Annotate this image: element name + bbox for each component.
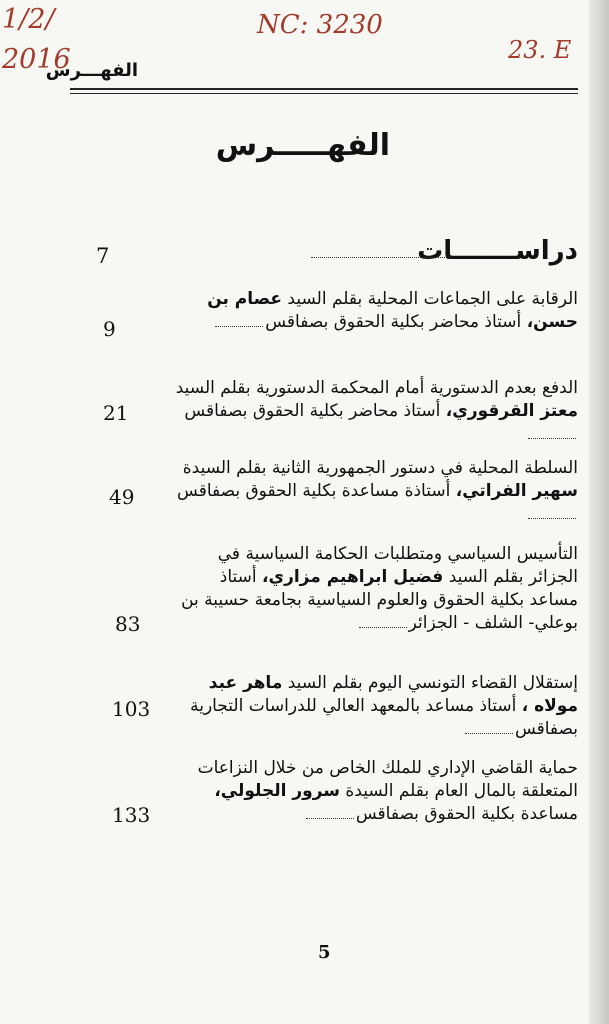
section-title: دراســـــــات	[417, 236, 578, 266]
handwritten-date-line2: 2016	[2, 44, 71, 75]
entry-affiliation: مساعدة بكلية الحقوق بصفاقس	[355, 804, 578, 824]
entry-affiliation: أستاذ محاضر بكلية الحقوق بصفاقس	[184, 401, 446, 421]
page-edge	[589, 0, 609, 1024]
entry-page-number: 49	[109, 485, 135, 509]
entry-page-number: 9	[103, 317, 116, 341]
handwritten-number: 23. E	[508, 36, 572, 64]
entry-author: سرور الجلولي،	[214, 781, 341, 801]
entry-author: عصام بن حسن،	[207, 289, 578, 332]
entry-title: حماية القاضي الإداري للملك الخاص من خلال النزاعات المتعلقة بالمال العام بقلم السيدة	[197, 758, 578, 801]
entry-author: فضيل ابراهيم مزاري،	[262, 567, 444, 587]
entry-affiliation: أستاذ مساعد بكلية الحقوق والعلوم السياسية بجامعة حسيبة بن بوعلي- الشلف - الجزائر	[181, 567, 578, 633]
entry-page-number: 103	[112, 697, 151, 721]
folio-page-number: 5	[318, 942, 331, 963]
leader-dots	[528, 438, 576, 439]
leader-dots	[528, 518, 576, 519]
entry-author: سهير الفراتي،	[455, 481, 578, 501]
entry-title: إستقلال القضاء التونسي اليوم بقلم السيد	[282, 673, 578, 693]
entry-affiliation: أستاذ مساعد بالمعهد العالي للدراسات التجارية بصفاقس	[190, 696, 578, 739]
entry-affiliation: أستاذ محاضر بكلية الحقوق بصفاقس	[265, 312, 527, 332]
toc-entry	[170, 757, 578, 826]
leader-dots	[465, 733, 513, 734]
handwritten-reference: NC: 3230	[257, 10, 383, 40]
entry-page-number: 21	[103, 401, 129, 425]
entry-title: الرقابة على الجماعات المحلية بقلم السيد	[282, 289, 578, 309]
header-rule	[70, 88, 578, 94]
toc-entry	[170, 672, 578, 741]
entry-title: التأسيس السياسي ومتطلبات الحكامة السياسية في الجزائر بقلم السيد	[217, 544, 578, 587]
entry-page-number: 83	[115, 612, 141, 636]
handwritten-date-line1: 1/2/	[2, 4, 55, 35]
toc-entry	[170, 543, 578, 635]
section-leader-dots	[311, 257, 451, 258]
toc-entry	[170, 288, 578, 334]
entry-page-number: 133	[112, 803, 151, 827]
leader-dots	[215, 326, 263, 327]
section-page-number: 7	[96, 244, 110, 268]
leader-dots	[306, 818, 354, 819]
entry-title: السلطة المحلية في دستور الجمهورية الثانية بقلم السيدة	[182, 458, 578, 478]
toc-entry	[170, 377, 578, 446]
entry-affiliation: أستاذة مساعدة بكلية الحقوق بصفاقس	[177, 481, 456, 501]
page-title: الفهـــــرس	[215, 128, 390, 163]
entry-author: معتز القرقوري،	[445, 401, 578, 421]
leader-dots	[359, 627, 407, 628]
entry-title: الدفع بعدم الدستورية أمام المحكمة الدستورية بقلم السيد	[175, 378, 578, 398]
entry-author: ماهر عبد مولاه ،	[208, 673, 578, 716]
running-header-title: الفهـــرس	[45, 60, 138, 81]
toc-entry	[170, 457, 578, 526]
